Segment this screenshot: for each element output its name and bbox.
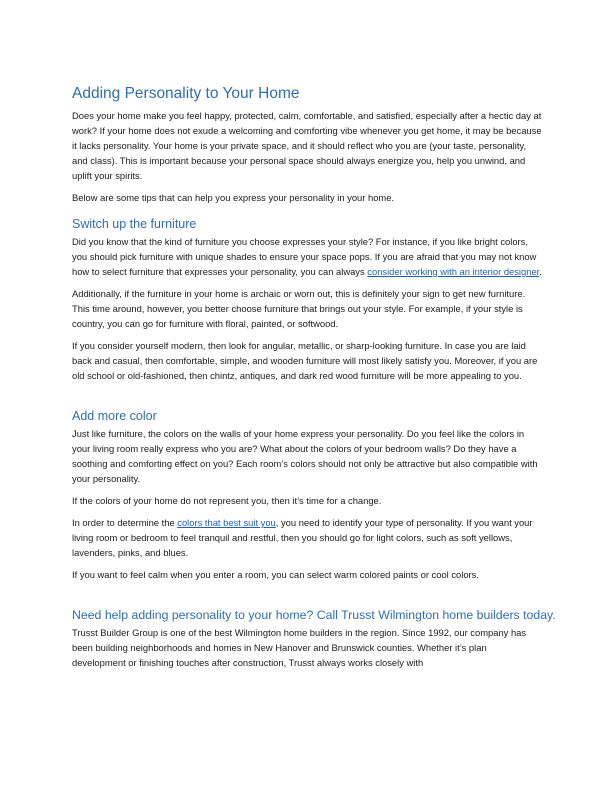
- color-p3-text-after: , you need to identify your type of personality. If you want your living room or bedroom to feel tranquil and restful, then you should go for light colors, such as soft yellows, lavenders, pinks, and blues.: [72, 517, 533, 558]
- section-heading-color: Add more color: [72, 409, 157, 423]
- furniture-paragraph-1: [72, 234, 542, 279]
- color-p3-text-before: In order to determine the: [72, 517, 178, 528]
- section-heading-furniture: Switch up the furniture: [72, 217, 197, 231]
- intro-paragraph-1: Does your home make you feel happy, protected, calm, comfortable, and satisfied, especially after a hectic day at work? If your home does not exude a welcoming and comforting vibe whenever you get home, it may be because it lacks personality. Your home is your private space, and it should reflect who you are (your taste, personality, and class). This is important because your personal space should always energize you, help you unwind, and uplift your spirits.: [72, 110, 542, 181]
- color-paragraph-2: If the colors of your home do not represent you, then it’s time for a change.: [72, 495, 382, 506]
- color-paragraph-1: Just like furniture, the colors on the walls of your home express your personality. Do you feel like the colors in your living room really express who you are? What about the colors of your bedroom walls? Do they have a soothing and comforting effect on you? Each room’s colors should not only be attractive but also compatible with your personality.: [72, 428, 538, 484]
- colors-suit-you-link[interactable]: colors that best suit you: [177, 517, 276, 528]
- interior-designer-link[interactable]: consider working with an interior designer: [367, 266, 540, 277]
- page-title: Adding Personality to Your Home: [72, 85, 300, 102]
- cta-paragraph-1: Trusst Builder Group is one of the best Wilmington home builders in the region. Since 1992, our company has been building neighborhoods and homes in New Hanover and Brunswick counties. Whether it’s plan development or finishing touches after construction, Trusst always works closely with: [72, 627, 527, 668]
- intro-paragraph-2: Below are some tips that can help you express your personality in your home.: [72, 192, 395, 203]
- section-heading-cta: Need help adding personality to your home? Call Trusst Wilmington home builders today.: [72, 608, 556, 622]
- color-paragraph-4: If you want to feel calm when you enter a room, you can select warm colored paints or cool colors.: [72, 569, 479, 580]
- furniture-paragraph-2: Additionally, if the furniture in your home is archaic or worn out, this is definitely your sign to get new furniture. This time around, however, you better choose furniture that brings out your style. For example, if your style is country, you can go for furniture with floral, painted, or softwood.: [72, 288, 526, 329]
- color-paragraph-3: [72, 515, 542, 560]
- document-page: [72, 84, 556, 677]
- furniture-p1-text-after: .: [539, 266, 542, 277]
- furniture-paragraph-3: If you consider yourself modern, then look for angular, metallic, or sharp-looking furniture. In case you are laid back and casual, then comfortable, simple, and wooden furniture will most likely satisfy you. Moreover, if you are old school or old-fashioned, then chintz, antiques, and dark red wood furniture will be more appealing to you.: [72, 340, 538, 381]
- furniture-p1-text-before: Did you know that the kind of furniture you choose expresses your style? For instance, if you like bright colors, you should pick furniture with unique shades to ensure your space pops. If you are afraid that you may not know how to select furniture that expresses your personality, you can always: [72, 236, 537, 277]
